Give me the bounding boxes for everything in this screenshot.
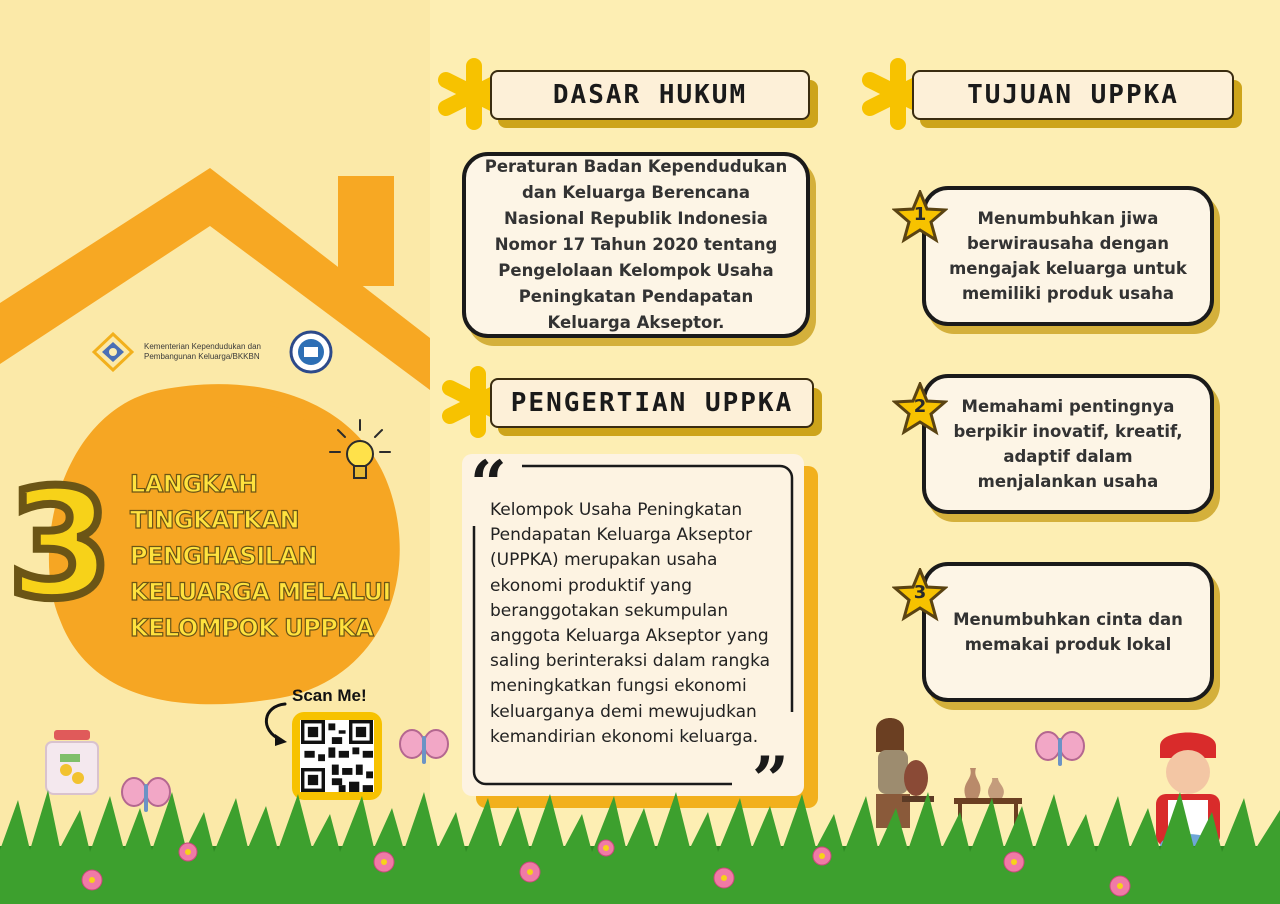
butterfly-icon bbox=[396, 724, 452, 776]
star-badge-1 bbox=[892, 190, 948, 244]
bkkbn-logo-block bbox=[92, 330, 333, 374]
tujuan-title: TUJUAN UPPKA bbox=[912, 70, 1234, 120]
headline-number: 3 bbox=[8, 458, 113, 632]
dasar-hukum-text: Peraturan Badan Kependudukan dan Keluarga Berencana Nasional Republik Indonesia Nomor 17 Tahun 2020 tentang Pengelolaan Kelompok Usaha Peningkatan Pendapatan Keluarga Akseptor. bbox=[462, 152, 810, 338]
headline-line: KELOMPOK UPPKA bbox=[130, 614, 374, 642]
star-badge-2 bbox=[892, 382, 948, 436]
headline-line: LANGKAH bbox=[130, 470, 258, 498]
qr-code-frame[interactable] bbox=[292, 712, 382, 800]
headline-line: PENGHASILAN bbox=[130, 542, 318, 570]
svg-text:“: “ bbox=[470, 454, 507, 522]
star-number: 2 bbox=[913, 396, 927, 417]
headline-line: TINGKATKAN bbox=[130, 506, 300, 534]
coin-jar-illustration bbox=[44, 726, 108, 798]
pengertian-title: PENGERTIAN UPPKA bbox=[490, 378, 814, 428]
qr-code-icon[interactable] bbox=[300, 720, 374, 792]
star-number: 3 bbox=[913, 582, 927, 603]
org-seal-icon bbox=[289, 330, 333, 374]
star-number: 1 bbox=[913, 204, 927, 225]
pengertian-text: Kelompok Usaha Peningkatan Pendapatan Keluarga Akseptor (UPPKA) merupakan usaha ekonomi produktif yang beranggotakan sekumpulan anggota Keluarga Akseptor yang saling berinteraksi dalam rangka meningkatkan fungsi ekonomi keluarganya demi mewujudkan kemandirian ekonomi keluarga. bbox=[490, 500, 771, 747]
star-badge-3 bbox=[892, 568, 948, 622]
bkkbn-logo-icon bbox=[92, 332, 134, 372]
tujuan-item-1: Menumbuhkan jiwa berwirausaha dengan mengajak keluarga untuk memiliki produk usaha bbox=[922, 186, 1214, 326]
grass-border bbox=[0, 790, 1280, 904]
scan-me-label: Scan Me! bbox=[292, 686, 367, 705]
quote-card bbox=[462, 454, 804, 796]
svg-text:”: ” bbox=[752, 743, 789, 796]
curved-arrow-icon bbox=[255, 700, 295, 750]
headline-title bbox=[130, 466, 391, 646]
headline-line: KELUARGA MELALUI bbox=[130, 578, 391, 606]
tujuan-item-3: Menumbuhkan cinta dan memakai produk lokal bbox=[922, 562, 1214, 702]
dasar-hukum-title: DASAR HUKUM bbox=[490, 70, 810, 120]
butterfly-icon bbox=[1032, 726, 1088, 778]
tujuan-item-2: Memahami pentingnya berpikir inovatif, kreatif, adaptif dalam menjalankan usaha bbox=[922, 374, 1214, 514]
org-name-text: Kementerian Kependudukan dan Pembangunan Keluarga/BKKBN bbox=[144, 341, 261, 361]
